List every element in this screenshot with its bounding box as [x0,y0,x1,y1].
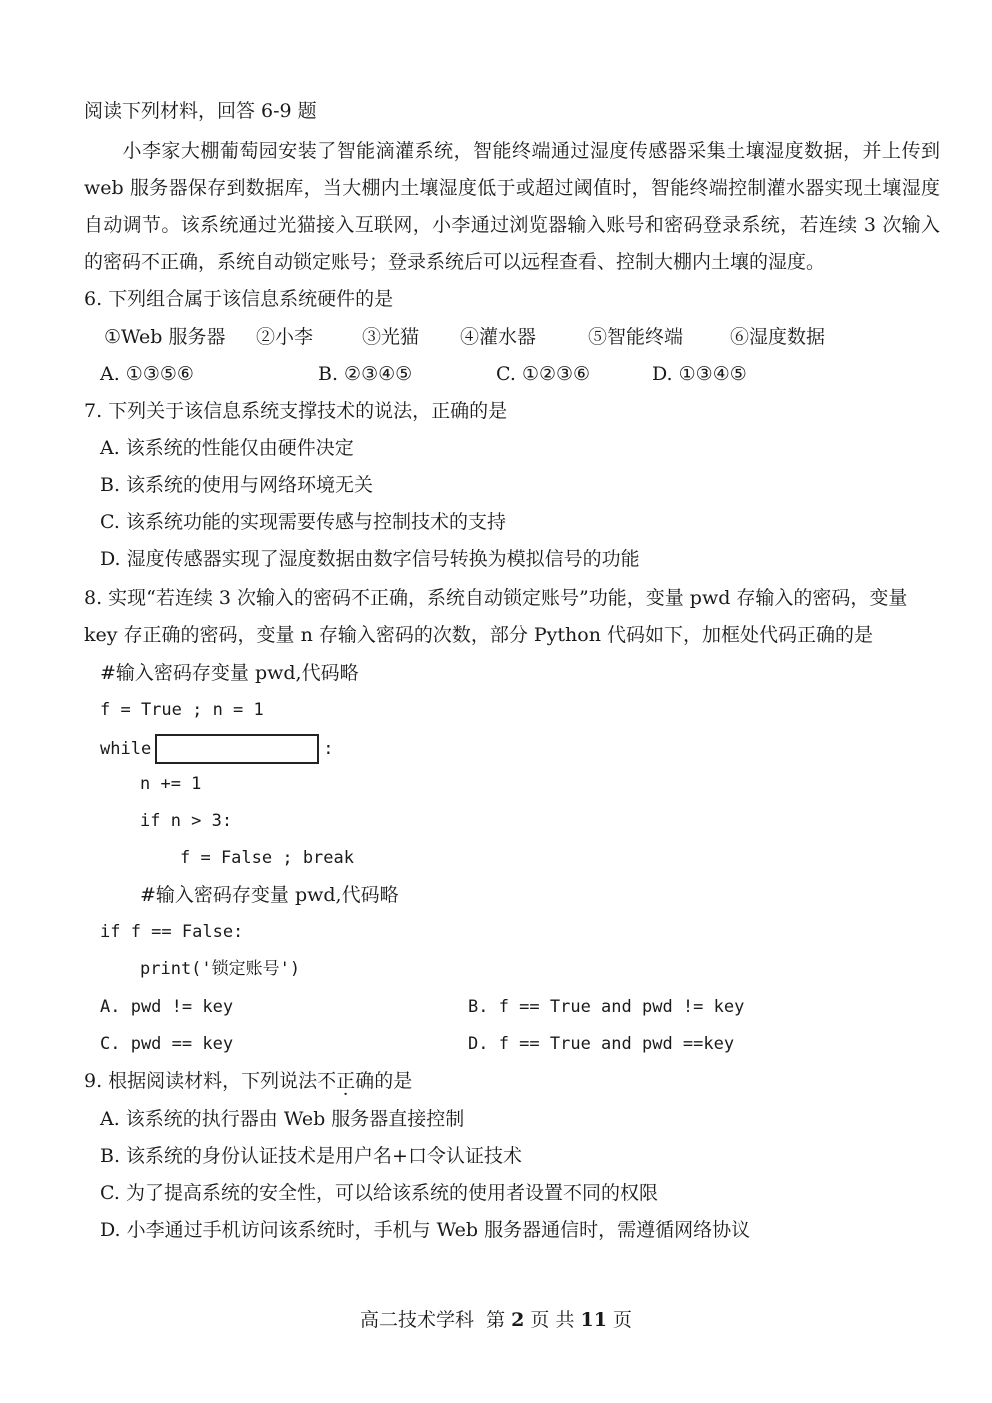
q9-option-a: A. 该系统的执行器由 Web 服务器直接控制 [100,1108,465,1130]
passage-heading: 阅读下列材料，回答 6-9 题 [84,100,317,122]
q8-option-d: D. f == True and pwd ==key [468,1034,735,1054]
q6-item: ①Web 服务器 [104,326,226,348]
code-line: f = False ; break [180,848,354,868]
q6-option-a: A. ①③⑤⑥ [100,363,194,385]
q9-stem-emphasis: 不正确 [317,1070,375,1092]
q6-item: ⑥湿度数据 [730,326,826,348]
code-line: f = True ; n = 1 [100,700,264,720]
q7-stem: 7. 下列关于该信息系统支撑技术的说法，正确的是 [84,400,508,422]
q7-option-c: C. 该系统功能的实现需要传感与控制技术的支持 [100,511,506,533]
footer-subject: 高二技术学科 [359,1309,474,1331]
q6-option-c: C. ①②③⑥ [496,363,591,385]
q6-item: ④灌水器 [460,326,537,348]
q6-item: ②小李 [256,326,314,348]
q9-stem-before: 9. 根据阅读材料，下列说法 [84,1070,318,1092]
footer-total-pages: 11 [580,1309,607,1331]
footer-page-number: 2 [511,1309,525,1331]
q9-option-d: D. 小李通过手机访问该系统时，手机与 Web 服务器通信时，需遵循网络协议 [100,1219,751,1241]
code-line: print('锁定账号') [140,959,301,979]
answer-blank-box [155,734,319,764]
q8-stem-line2: key 存正确的密码，变量 n 存输入密码的次数，部分 Python 代码如下，加框处代码正确的是 [84,624,873,646]
footer-page-prefix: 第 [486,1309,506,1331]
q8-option-c: C. pwd == key [100,1034,234,1054]
code-while-line [100,734,333,764]
code-line: if n > 3: [140,811,233,831]
q7-option-b: B. 该系统的使用与网络环境无关 [100,474,374,496]
footer-page-mid: 页 共 [530,1309,575,1331]
q7-option-a: A. 该系统的性能仅由硬件决定 [100,437,354,459]
q9-option-b: B. 该系统的身份认证技术是用户名+口令认证技术 [100,1145,522,1167]
q7-option-d: D. 湿度传感器实现了湿度数据由数字信号转换为模拟信号的功能 [100,548,640,570]
code-line: if f == False: [100,922,244,942]
q6-item: ⑤智能终端 [588,326,684,348]
code-line: n += 1 [140,774,202,794]
q6-stem: 6. 下列组合属于该信息系统硬件的是 [84,288,394,310]
passage-text [84,133,940,281]
q9-option-c: C. 为了提高系统的安全性，可以给该系统的使用者设置不同的权限 [100,1182,658,1204]
q8-option-a: A. pwd != key [100,997,234,1017]
code-comment: #输入密码存变量 pwd,代码略 [140,884,399,906]
passage-body: 小李家大棚葡萄园安装了智能滴灌系统，智能终端通过湿度传感器采集土壤湿度数据，并上传到 web 服务器保存到数据库，当大棚内土壤湿度低于或超过阈值时，智能终端控制灌水器实现土壤湿度自动调节。该系统通过光猫接入互联网，小李通过浏览器输入账号和密码登录系统，若连续 3 次输入的密码不正确，系统自动锁定账号；登录系统后可以远程查看、控制大棚内土壤的湿度。 [84,140,940,273]
q9-stem-after: 的是 [374,1070,413,1092]
code-colon: : [323,739,334,759]
q6-item: ③光猫 [362,326,420,348]
q8-stem-line1: 8. 实现“若连续 3 次输入的密码不正确，系统自动锁定账号”功能，变量 pwd 存输入的密码，变量 [84,587,908,609]
q9-stem [84,1068,412,1094]
code-while-keyword: while [100,739,152,759]
q6-option-b: B. ②③④⑤ [318,363,413,385]
code-comment: #输入密码存变量 pwd,代码略 [100,662,359,684]
q8-option-b: B. f == True and pwd != key [468,997,745,1017]
page-footer [0,1305,992,1335]
q6-option-d: D. ①③④⑤ [652,363,747,385]
footer-page-suffix: 页 [613,1309,633,1331]
